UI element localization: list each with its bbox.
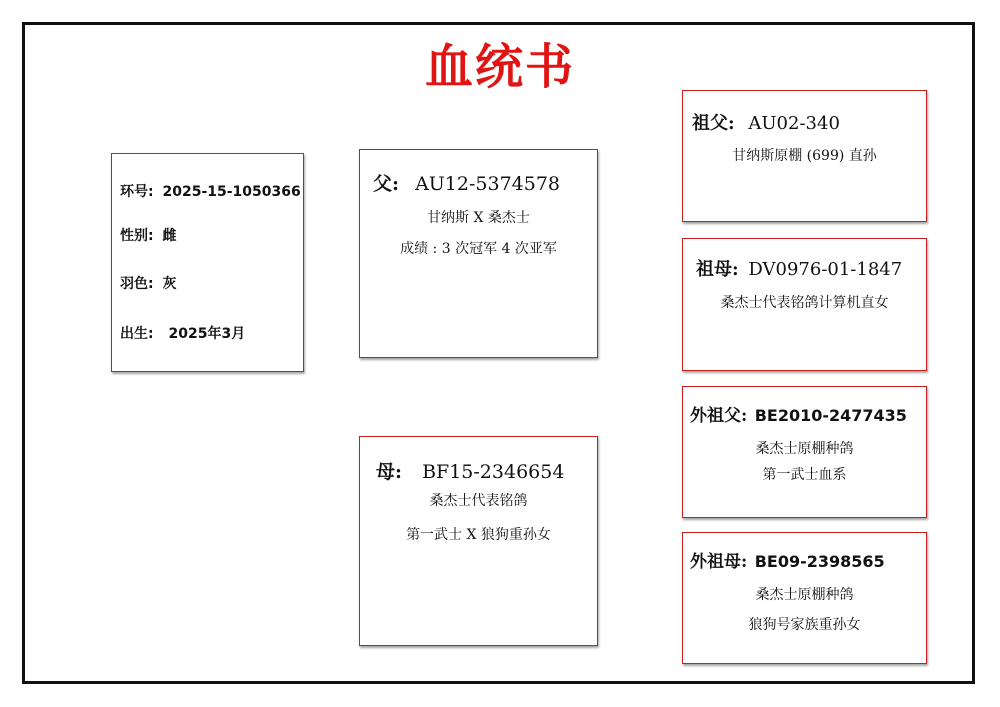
- dam-ring: BF15-2346654: [422, 461, 565, 483]
- ring-number-value: 2025-15-1050366: [162, 184, 301, 200]
- sex-label: 性别:: [120, 228, 154, 244]
- sire-ring: AU12-5374578: [415, 173, 561, 195]
- granddam-label: 祖母:: [696, 259, 739, 280]
- grandsire-card: [682, 90, 927, 222]
- born-row: [120, 323, 245, 343]
- maternal-grandsire-card: [682, 386, 927, 518]
- grandsire-line1: 甘纳斯原棚 (699) 直孙: [732, 148, 877, 164]
- sire-card: [359, 149, 598, 358]
- granddam-card: [682, 238, 927, 371]
- dam-card: [359, 436, 598, 646]
- sire-line2: 成绩 : 3 次冠军 4 次亚军: [400, 241, 557, 257]
- maternal-granddam-ring: BE09-2398565: [754, 552, 885, 571]
- sex-value: 雌: [162, 228, 177, 244]
- born-label: 出生:: [120, 326, 154, 342]
- maternal-granddam-line1: 桑杰士原棚种鸽: [755, 587, 854, 603]
- born-value: 2025年3月: [168, 326, 246, 342]
- color-row: [120, 273, 176, 293]
- granddam-ring: DV0976-01-1847: [748, 259, 903, 280]
- ring-number-row: [120, 181, 301, 201]
- color-value: 灰: [162, 276, 177, 292]
- ring-number-label: 环号:: [120, 184, 154, 200]
- dam-label: 母:: [376, 461, 403, 483]
- sire-line1: 甘纳斯 X 桑杰士: [427, 210, 530, 226]
- maternal-grandsire-line1: 桑杰士原棚种鸽: [755, 441, 854, 457]
- dam-header: [376, 457, 564, 484]
- dam-line1: 桑杰士代表铭鸽: [429, 493, 528, 509]
- maternal-granddam-card: [682, 532, 927, 664]
- dam-line2: 第一武士 X 狼狗重孙女: [406, 527, 551, 543]
- maternal-grandsire-header: [690, 401, 907, 426]
- granddam-header: [696, 255, 902, 281]
- grandsire-label: 祖父:: [692, 113, 735, 134]
- granddam-line1: 桑杰士代表铭鸽计算机直女: [720, 295, 889, 311]
- maternal-granddam-label: 外祖母:: [690, 552, 748, 572]
- maternal-granddam-line2: 狼狗号家族重孙女: [748, 617, 861, 633]
- sire-header: [373, 169, 560, 196]
- maternal-grandsire-line2: 第一武士血系: [762, 467, 847, 483]
- maternal-grandsire-ring: BE2010-2477435: [754, 406, 907, 425]
- grandsire-ring: AU02-340: [748, 113, 840, 134]
- sire-label: 父:: [373, 173, 400, 195]
- page-title: 血统书: [424, 39, 575, 95]
- bird-info-card: [111, 153, 304, 372]
- maternal-granddam-header: [690, 547, 885, 572]
- maternal-grandsire-label: 外祖父:: [690, 406, 748, 426]
- sex-row: [120, 225, 176, 245]
- grandsire-header: [692, 109, 840, 135]
- color-label: 羽色:: [120, 276, 154, 292]
